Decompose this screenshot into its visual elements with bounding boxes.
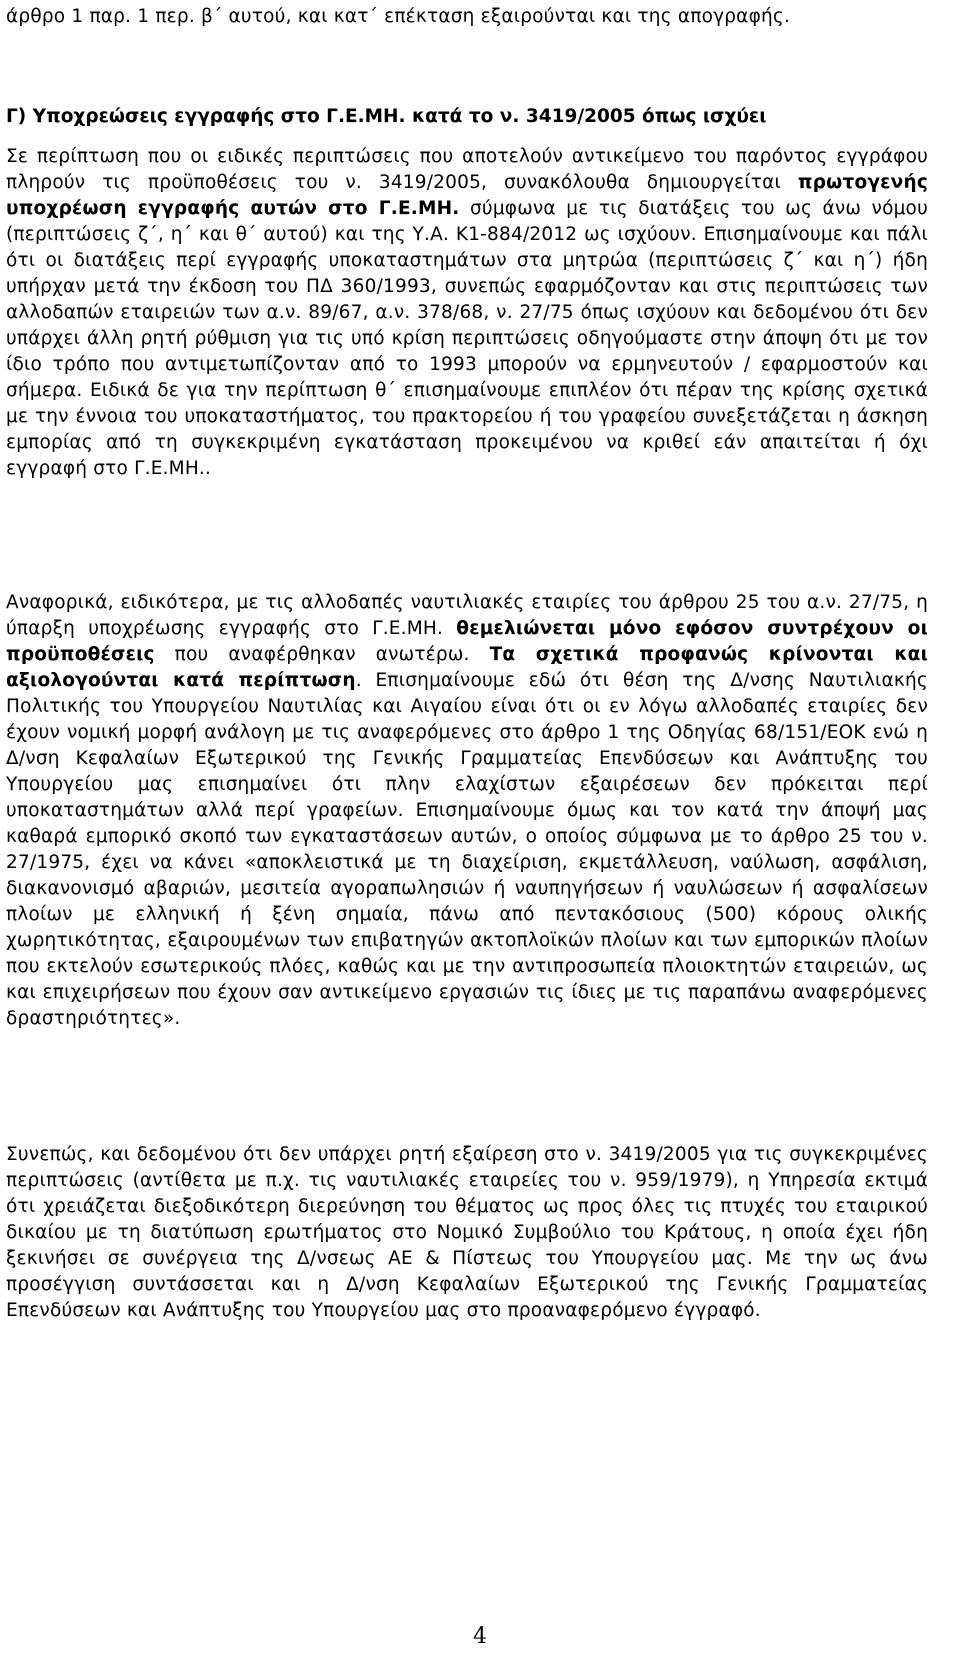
paragraph-text: σύμφωνα με τις διατάξεις του ως άνω νόμου (περιπτώσεις ζ΄, η΄ και θ΄ αυτού) και της Υ.Α. Κ1-884/2012 ως ισχύουν. Επισημαίνουμε και πάλι ότι οι διατάξεις περί εγγραφής υποκαταστημάτων στα μητρώα (περιπτώσεις ζ΄ και η΄) ήδη υπήρχαν μετά την έκδοση του ΠΔ 360/1993, συνεπώς εφαρμόζονταν και στις περιπτώσεις των αλλοδαπών εταιρειών των α.ν. 89/67, α.ν. 378/68, ν. 27/75 όπως ισχύουν και δεδομένου ότι δεν υπάρχει άλλη ρητή ρύθμιση για τις υπό κρίση περιπτώσεις οδηγούμαστε στην άποψη ότι με τον ίδιο τρόπο που αντιμετωπίζονταν από το 1993 μπορούν να ερμηνευτούν / εφαρμοστούν και σήμερα. Ειδικά δε για την περίπτωση θ΄ επισημαίνουμε επιπλέον ότι πέραν της κρίσης σχετικά με την έννοια του υποκαταστήματος, του πρακτορείου ή του γραφείου συνεξετάζεται η άσκηση εμπορίας από τη συγκεκριμένη εγκατάσταση προκειμένου να κριθεί εάν απαιτείται ή όχι εγγραφή στο Γ.Ε.ΜΗ.. <box>6 198 928 479</box>
page-number: 4 <box>473 1624 487 1649</box>
paragraph-text: Αναφορικά, ειδικότερα, με τις αλλοδαπές ναυτιλιακές εταιρίες του άρθρου 25 του α.ν. 27/75, η ύπαρξη υποχρέωσης εγγραφής στο Γ.Ε.ΜΗ. <box>6 592 928 639</box>
paragraph-intro: άρθρο 1 παρ. 1 περ. β΄ αυτού, και κατ΄ επέκταση εξαιρούνται και της απογραφής. <box>6 6 791 27</box>
emphasis-text: πρωτογενής υποχρέωση εγγραφής αυτών στο Γ.Ε.ΜΗ. <box>6 172 928 219</box>
paragraph-text: που αναφέρθηκαν ανωτέρω. <box>154 644 490 665</box>
paragraph-text: Σε περίπτωση που οι ειδικές περιπτώσεις που αποτελούν αντικείμενο του παρόντος εγγράφου πληρούν τις προϋποθέσεις του ν. 3419/2005, συνακόλουθα δημιουργείται <box>6 146 928 193</box>
paragraph-text: . Επισημαίνουμε εδώ ότι θέση της Δ/νσης Ναυτιλιακής Πολιτικής του Υπουργείου Ναυτιλίας και Αιγαίου είναι ότι οι εν λόγω αλλοδαπές εταιρίες δεν έχουν νομική μορφή ανάλογη με τις αναφερόμενες στο άρθρο 1 της Οδηγίας 68/151/ΕΟΚ ενώ η Δ/νση Κεφαλαίων Εξωτερικού της Γενικής Γραμματείας Επενδύσεων και Ανάπτυξης του Υπουργείου μας επισημαίνει ότι πλην ελαχίστων εξαιρέσεων δεν πρόκειται περί υποκαταστημάτων αλλά περί γραφείων. Επισημαίνουμε όμως και τον κατά την άποψή μας καθαρά εμπορικό σκοπό των εγκαταστάσεων αυτών, ο οποίος σύμφωνα με το άρθρο 25 του ν. 27/1975, έχει να κάνει «αποκλειστικά με τη διαχείριση, εκμετάλλευση, ναύλωση, ασφάλιση, διακανονισμό αβαριών, μεσιτεία αγοραπωλησιών ή ναυπηγήσεων ή ναυλώσεων ή ασφαλίσεων πλοίων με ελληνική ή ξένη σημαία, πάνω από πεντακόσιους (500) κόρους ολικής χωρητικότητας, εξαιρουμένων των επιβατηγών ακτοπλοϊκών πλοίων και των εμπορικών πλοίων που εκτελούν εσωτερικούς πλόες, καθώς και με την αντιπροσωπεία πλοιοκτητών εταιρειών, ως και επιχειρήσεων που έχουν σαν αντικείμενο εργασιών τις ίδιες με τις παραπάνω αναφερόμενες δραστηριότητες». <box>6 670 928 1029</box>
emphasis-text: Τα σχετικά προφανώς κρίνονται και αξιολογούνται κατά περίπτωση <box>6 644 928 691</box>
paragraph-conclusion: Συνεπώς, και δεδομένου ότι δεν υπάρχει ρητή εξαίρεση στο ν. 3419/2005 για τις συγκεκριμένες περιπτώσεις (αντίθετα με π.χ. τις ναυτιλιακές εταιρείες του ν. 959/1979), η Υπηρεσία εκτιμά ότι χρειάζεται διεξοδικότερη διερεύνηση του θέματος ως προς όλες τις πτυχές του εταιρικού δικαίου με τη διατύπωση ερωτήματος στο Νομικό Συμβούλιο του Κράτους, η οποία έχει ήδη ξεκινήσει σε συνέργεια της Δ/νσεως ΑΕ & Πίστεως του Υπουργείου μας. Με την ως άνω προσέγγιση συντάσσεται και η Δ/νση Κεφαλαίων Εξωτερικού της Γενικής Γραμματείας Επενδύσεων και Ανάπτυξης του Υπουργείου μας στο προαναφερόμενο έγγραφό. <box>6 1144 928 1321</box>
paragraph-shipping-companies <box>6 590 928 1032</box>
paragraph-registration-obligation <box>6 144 928 482</box>
section-heading: Γ) Υποχρεώσεις εγγραφής στο Γ.Ε.ΜΗ. κατά το ν. 3419/2005 όπως ισχύει <box>6 106 767 127</box>
emphasis-text: θεμελιώνεται μόνο εφόσον συντρέχουν οι προϋποθέσεις <box>6 618 928 665</box>
